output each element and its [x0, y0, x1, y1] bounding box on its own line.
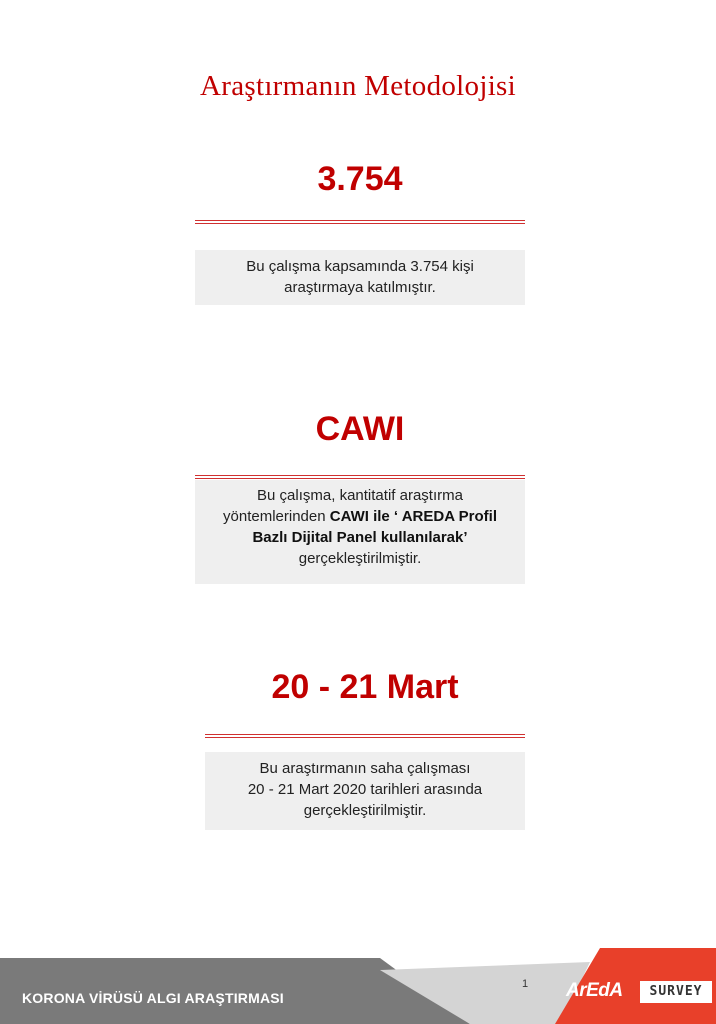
- divider-rule: [195, 220, 525, 224]
- page-number: 1: [521, 978, 529, 990]
- fieldwork-dates: 20 - 21 Mart: [271, 668, 459, 706]
- divider-rule: [195, 475, 525, 479]
- method-description: [195, 480, 525, 584]
- method-name: CAWI: [315, 410, 405, 448]
- text-line: Bu araştırmanın saha çalışması: [259, 760, 471, 777]
- text-segment: gerçekleştirilmiştir.: [298, 550, 422, 567]
- text-line: Bu çalışma kapsamında 3.754 kişi: [246, 258, 474, 275]
- text-segment: Bu çalışma, kantitatif araştırma yöntemlerinden: [223, 487, 463, 525]
- participant-count: 3.754: [317, 160, 403, 198]
- text-emphasis: CAWI ile ‘ AREDA Profil Bazlı Dijital Panel kullanılarak’: [252, 508, 497, 546]
- footer-title: KORONA VİRÜSÜ ALGI ARAŞTIRMASI: [22, 990, 284, 1006]
- divider-rule: [205, 734, 525, 738]
- survey-logo-badge: SURVEY: [640, 981, 712, 1003]
- text-line: araştırmaya katılmıştır.: [284, 279, 436, 296]
- text-line: gerçekleştirilmiştir.: [303, 802, 427, 819]
- fieldwork-description: [205, 752, 525, 830]
- participant-description: [195, 250, 525, 305]
- page-title: Araştırmanın Metodolojisi: [200, 70, 516, 102]
- text-line: 20 - 21 Mart 2020 tarihleri arasında: [247, 781, 483, 798]
- areda-logo-text: ArEdA: [566, 980, 623, 1001]
